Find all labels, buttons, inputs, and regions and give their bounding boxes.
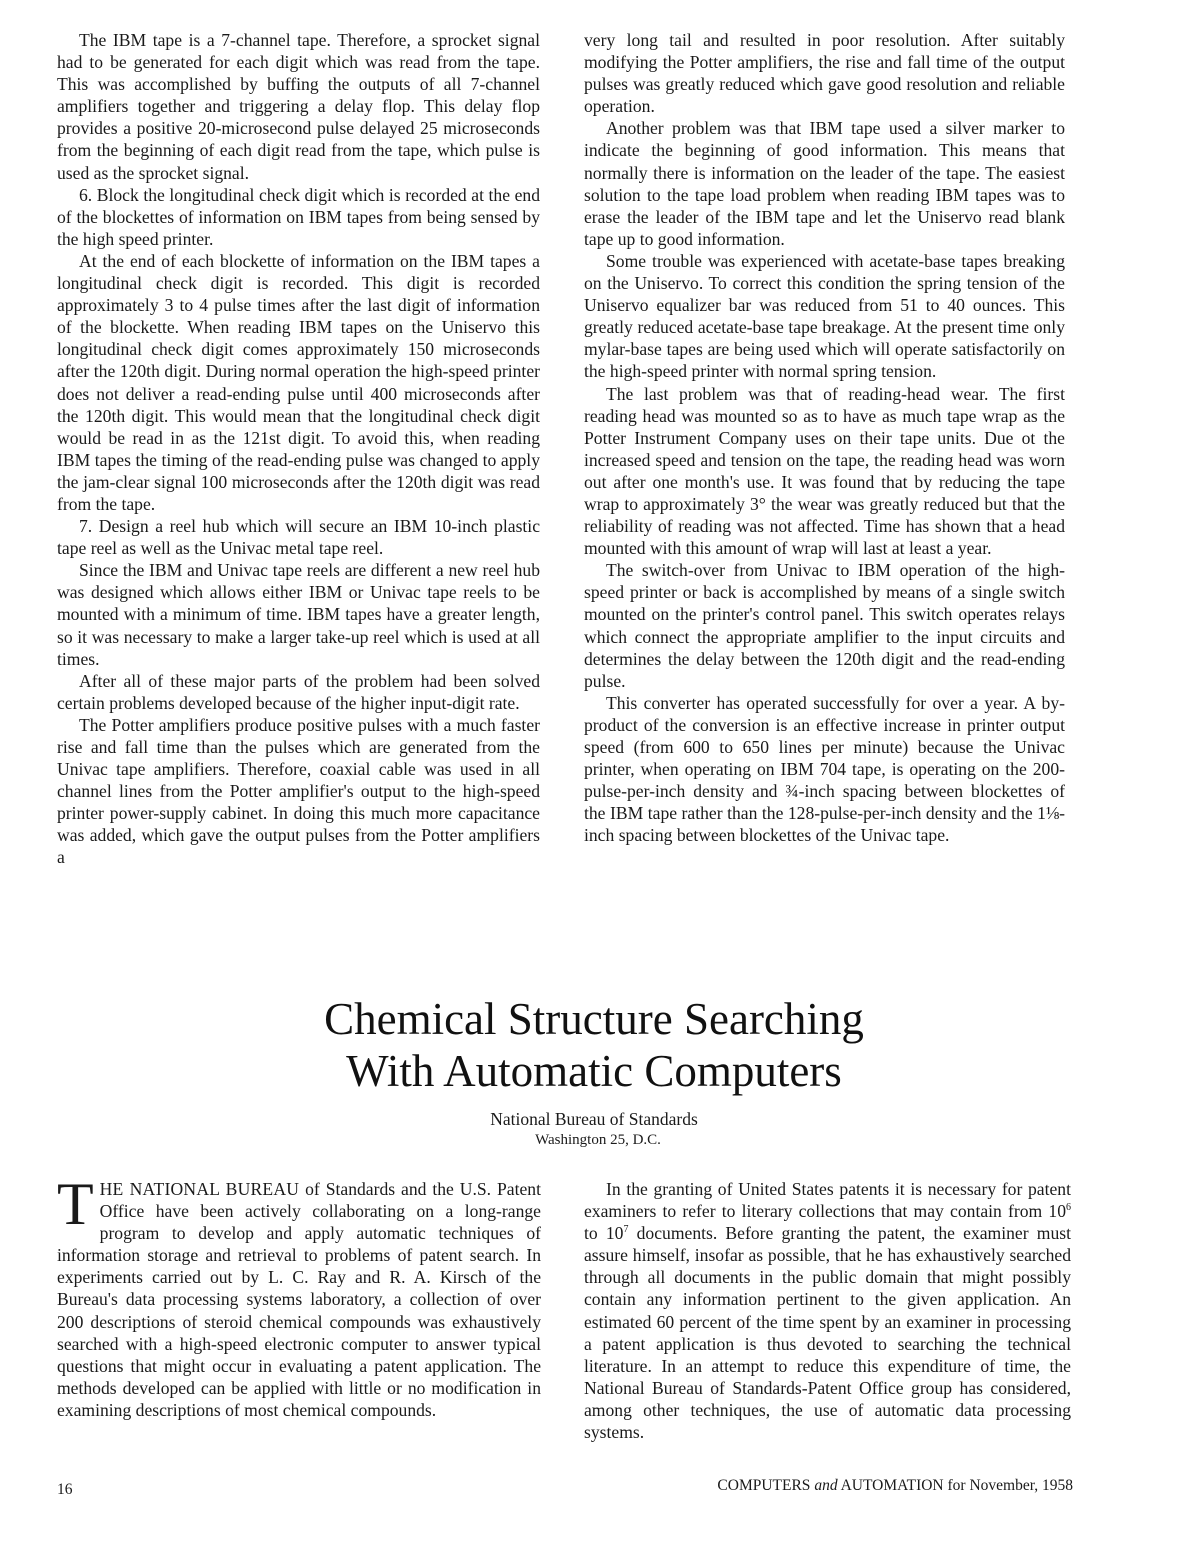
- paragraph-problems-developed: After all of these major parts of the problem had been solved certain problems developed because of the higher input-digit rate.: [57, 670, 540, 713]
- article-title-line-2: With Automatic Computers: [346, 1046, 842, 1096]
- paragraph-continued: very long tail and resulted in poor resolution. After suitably modifying the Potter amplifiers, the rise and fall time of the output pulses was greatly reduced which gave good resolution and reliable operation.: [584, 30, 1065, 117]
- paragraph-item-6: 6. Block the longitudinal check digit which is recorded at the end of the blockettes of information on IBM tapes from being sensed by the high speed printer.: [57, 184, 540, 249]
- paragraph-sprocket-signal: The IBM tape is a 7-channel tape. Therefore, a sprocket signal had to be generated for each digit which was read from the tape. This was accomplished by buffing the outputs of all 7-channel amplifiers together and triggering a delay flop. This delay flop provides a positive 20-microsecond pulse delayed 25 microseconds from the beginning of each digit read from the tape, which pulse is used as the sprocket signal.: [57, 30, 540, 183]
- patent-text-part-2: to 10: [584, 1223, 624, 1244]
- paragraph-head-wear: The last problem was that of reading-head wear. The first reading head was mounted so as to have as much tape wrap as the Potter Instrument Company uses on their tape units. Due ot the increased speed and tension on the tape, the reading head was worn out after one month's use. It was found that by reducing the tape wrap to approximately 3° the wear was greatly reduced but that the reliability of reading was not affected. Time has shown that a head mounted with this amount of wrap will last at least a year.: [584, 383, 1065, 559]
- footer-publication-part-1: COMPUTERS: [717, 1477, 815, 1494]
- article-author: National Bureau of Standards: [490, 1109, 698, 1129]
- running-footer: [717, 1476, 1073, 1496]
- paragraph-acetate-tapes: Some trouble was experienced with acetate-base tapes breaking on the Uniservo. To correct this condition the spring tension of the Uniservo equalizer bar was reduced from 51 to 40 ounces. This greatly reduced acetate-base tape breakage. At the present time only mylar-base tapes are being used which will operate satisfactorily on the high-speed printer with normal spring tension.: [584, 250, 1065, 382]
- article-byline: [0, 1108, 1188, 1150]
- paragraph-longitudinal-check: At the end of each blockette of information on the IBM tapes a longitudinal check digit is recorded. This digit is recorded approximately 3 to 4 pulse times after the last digit of information of the blockette. When reading IBM tapes on the Uniservo this longitudinal check digit comes approximately 150 microseconds after the 120th digit. During normal operation the high-speed printer does not deliver a read-ending pulse until 400 microseconds after the 120th digit. This would mean that the longitudinal check digit would be read in as the 121st digit. To avoid this, when reading IBM tapes the timing of the read-ending pulse was changed to apply the jam-clear signal 100 microseconds after the 120th digit was read from the tape.: [57, 250, 540, 514]
- paragraph-item-7: 7. Design a reel hub which will secure an IBM 10-inch plastic tape reel as well as the Univac metal tape reel.: [57, 516, 540, 559]
- top-right-column: [584, 29, 1065, 846]
- article-location: Washington 25, D.C.: [535, 1132, 661, 1148]
- paragraph-switch-over: The switch-over from Univac to IBM operation of the high-speed printer or back is accomplished by means of a single switch mounted on the printer's control panel. This switch operates relays which connect the appropriate amplifier to the input circuits and determines the delay between the 120th digit and the read-ending pulse.: [584, 560, 1065, 691]
- article-right-column: [584, 1178, 1071, 1443]
- paragraph-converter-result: This converter has operated successfully for over a year. A by-product of the conversion is an effective increase in printer output speed (from 600 to 650 lines per minute) because the Univac printer, when operating on IBM 704 tape, is operating on the 200-pulse-per-inch density and ¾-inch spacing between blockettes of the IBM tape rather than the 128-pulse-per-inch density and the 1⅛-inch spacing between blockettes of the Univac tape.: [584, 692, 1065, 846]
- intro-paragraph-text: of Standards and the U.S. Patent Office have been actively collaborating on a long-range program to develop and apply automatic techniques of information storage and retrieval to problems of patent search. In experiments carried out by L. C. Ray and R. A. Kirsch of the Bureau's data processing systems laboratory, a collection of over 200 descriptions of steroid chemical compounds was exhaustively searched with a high-speed electronic computer to answer typical questions that might occur in evaluating a patent application. The methods developed can be applied with little or no modification in examining descriptions of most chemical compounds.: [57, 1179, 541, 1420]
- lead-caps: HE NATIONAL BUREAU: [99, 1179, 300, 1199]
- top-left-column: [57, 29, 540, 869]
- paragraph-silver-marker: Another problem was that IBM tape used a silver marker to indicate the beginning of good information. This means that normally there is information on the leader of the tape. The easiest solution to the tape load problem when reading IBM tapes was to erase the leader of the IBM tape and let the Uniservo read blank tape up to good information.: [584, 118, 1065, 249]
- page-number: 16: [57, 1481, 73, 1498]
- paragraph-potter-amplifiers: The Potter amplifiers produce positive pulses with a much faster rise and fall time than the pulses which are generated from the Univac tape amplifiers. Therefore, coaxial cable was used in all channel lines from the Potter amplifier's output to the high-speed printer power-supply cabinet. In doing this much more capacitance was added, which gave the output pulses from the Potter amplifiers a: [57, 714, 540, 868]
- article-patent-paragraph: [584, 1178, 1071, 1443]
- patent-text-part-1: In the granting of United States patents it is necessary for patent examiners to refer to literary collections that may contain from 10: [584, 1179, 1071, 1222]
- drop-cap: T: [57, 1171, 94, 1237]
- exponent-7: 7: [623, 1224, 629, 1236]
- article-title: [0, 993, 1188, 1097]
- footer-publication-part-2: AUTOMATION for November, 1958: [837, 1477, 1073, 1494]
- patent-text-part-3: documents. Before granting the patent, the examiner must assure himself, insofar as possible, that he has exhaustively searched through all documents in the public domain that might possibly contain any information pertinent to the given application. An estimated 60 percent of the time spent by an examiner in processing a patent application is thus devoted to searching the technical literature. In an attempt to reduce this expenditure of time, the National Bureau of Standards-Patent Office group has considered, among other techniques, the use of automatic data processing systems.: [584, 1223, 1071, 1443]
- paragraph-reel-hub: Since the IBM and Univac tape reels are different a new reel hub was designed which allows either IBM or Univac tape reels to be mounted with a minimum of time. IBM tapes have a greater length, so it was necessary to make a larger take-up reel which is used at all times.: [57, 560, 540, 669]
- article-intro-paragraph: [57, 1171, 541, 1421]
- footer-publication-and: and: [814, 1477, 838, 1494]
- exponent-6: 6: [1066, 1202, 1071, 1214]
- article-title-line-1: Chemical Structure Searching: [324, 994, 864, 1044]
- article-left-column: [57, 1171, 541, 1421]
